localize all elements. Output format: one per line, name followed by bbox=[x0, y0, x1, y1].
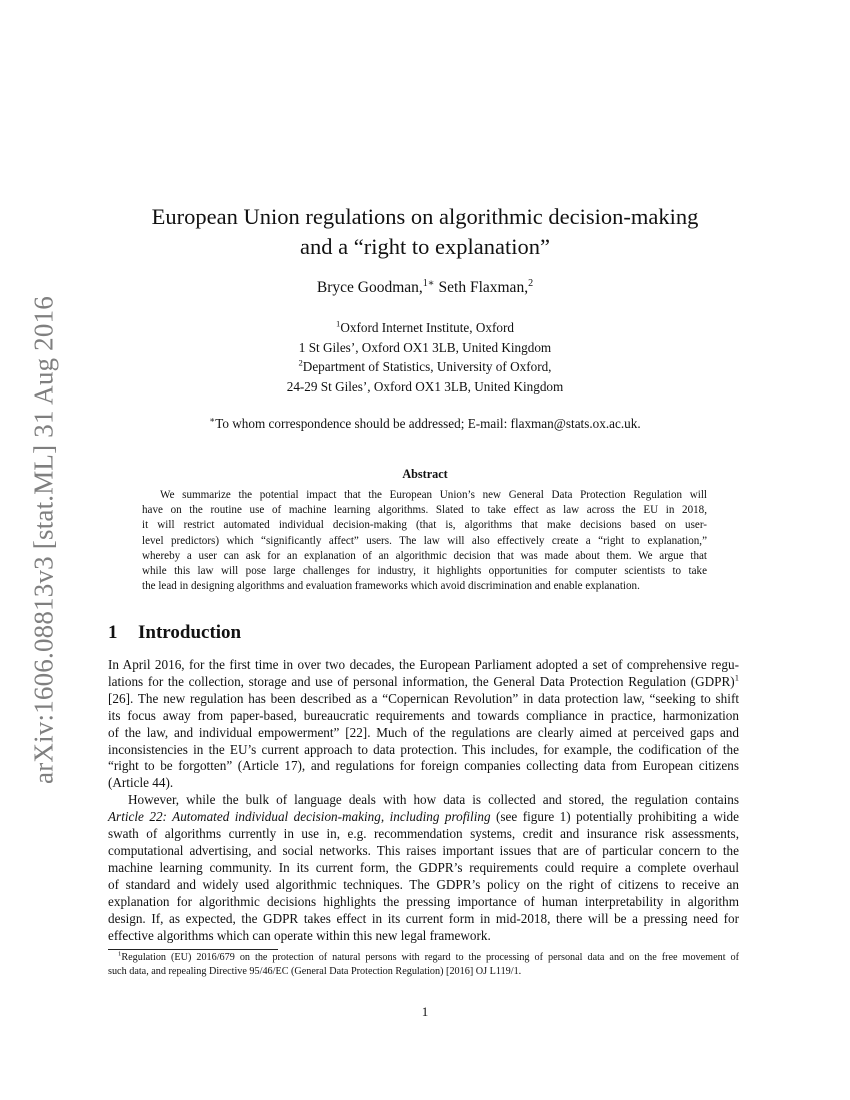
body-line: of standard and widely used algorithmic techniques. The GDPR’s policy on the right of citizens to receive an bbox=[108, 876, 739, 892]
affiliation-line: 1 St Giles’, Oxford OX1 3LB, United Kingdom bbox=[298, 339, 552, 355]
section-title: Introduction bbox=[138, 622, 242, 643]
abstract-heading: Abstract bbox=[402, 467, 448, 481]
affiliation-text: Oxford Internet Institute, Oxford bbox=[340, 320, 514, 335]
affiliation-line: 24-29 St Giles’, Oxford OX1 3LB, United Kingdom bbox=[286, 378, 564, 394]
body-line: effective algorithms which can operate within this new legal framework. bbox=[108, 927, 491, 943]
footnote bbox=[108, 951, 739, 979]
arxiv-side-stamp: arXiv:1606.08813v3 [stat.ML] 31 Aug 2016 bbox=[28, 296, 59, 784]
body-line: design. If, as expected, the GDPR takes effect in its current form in mid-2018, there will be a pressing need for bbox=[108, 910, 739, 926]
footnote-mark: 1 bbox=[118, 950, 122, 958]
paper-title bbox=[110, 202, 740, 262]
body-line: computational advertising, and social networks. This raises important issues that are of particular concern to the bbox=[108, 842, 739, 858]
author-affiliation-mark: 2 bbox=[528, 277, 534, 289]
page-number: 1 bbox=[421, 1004, 429, 1019]
body-line: its focus away from paper-based, bureaucratic requirements and towards compliance in practice, harmonization bbox=[108, 707, 739, 723]
body-line: [26]. The new regulation has been described as a “Copernican Revolution” in data protection law, “seeking to shift bbox=[108, 690, 739, 706]
author-name: Bryce Goodman, bbox=[316, 279, 423, 296]
body-line: inconsistencies in the EU’s current approach to data protection. This includes, for example, the codification of the bbox=[108, 741, 739, 757]
author-list bbox=[110, 277, 740, 299]
abstract-body bbox=[142, 488, 707, 594]
correspondence-mark: ∗ bbox=[209, 414, 216, 425]
body-line: swath of algorithms currently in use in, e.g. recommendation systems, credit and insurance risk assessments, bbox=[108, 826, 739, 842]
body-line bbox=[108, 674, 739, 691]
affiliation-mark: 2 bbox=[298, 357, 303, 368]
section-heading bbox=[108, 622, 241, 644]
abstract-line: have on the routine use of machine learning algorithms. Slated to take effect as law across the EU in 2018, bbox=[142, 504, 707, 517]
introduction-body bbox=[108, 657, 739, 944]
abstract-line: the lead in designing algorithms and evaluation frameworks which avoid discrimination and enable explanation. bbox=[142, 580, 640, 593]
affiliations bbox=[110, 318, 740, 396]
abstract-line: it will restrict automated individual decision-making (that is, algorithms that make decisions based on user- bbox=[142, 519, 707, 532]
footnote-line: such data, and repealing Directive 95/46/EC (General Data Protection Regulation) [2016] OJ L119/1. bbox=[108, 966, 522, 977]
affiliation-line bbox=[110, 318, 740, 338]
author-affiliation-mark: 1∗ bbox=[422, 277, 435, 289]
footnote-divider bbox=[108, 949, 278, 950]
body-line: However, while the bulk of language deals with how data is collected and stored, the regulation contains bbox=[128, 792, 739, 808]
abstract-line: We summarize the potential impact that the European Union’s new General Data Protection Regulation will bbox=[160, 489, 707, 501]
paper-title-line-2: and a “right to explanation” bbox=[300, 234, 550, 259]
body-line: machine learning community. In its current form, the GDPR’s requirements could require a complete overhaul bbox=[108, 859, 739, 875]
body-line: explanation for algorithmic decisions highlights the pressing importance of human interpretability in algorithm bbox=[108, 893, 739, 909]
footnote-ref[interactable]: 1 bbox=[734, 672, 739, 683]
abstract-line: level predictors) which “significantly affect” users. The law will also effectively create a “right to explanation,” bbox=[142, 534, 707, 547]
paper-title-line-1: European Union regulations on algorithmic decision-making bbox=[151, 204, 699, 229]
body-text: (see figure 1) potentially prohibiting a wide bbox=[490, 809, 739, 825]
footnote-text: Regulation (EU) 2016/679 on the protection of natural persons with regard to the processing of personal data and on the free movement of bbox=[121, 952, 739, 963]
article-reference: Article 22: Automated individual decision-making, including profiling bbox=[108, 809, 491, 825]
affiliation-mark: 1 bbox=[336, 318, 341, 329]
author-name: Seth Flaxman, bbox=[434, 279, 529, 296]
section-number: 1 bbox=[108, 622, 118, 643]
correspondence-note bbox=[110, 414, 740, 433]
affiliation-text: Department of Statistics, University of Oxford, bbox=[302, 359, 552, 374]
abstract-line: whereby a user can ask for an explanation of an algorithmic decision that was made about them. We argue that bbox=[142, 549, 707, 562]
body-line: (Article 44). bbox=[108, 775, 174, 791]
body-text: lations for the collection, storage and use of personal information, the General Data Protection Regulation (GDPR) bbox=[108, 673, 735, 689]
body-line: In April 2016, for the first time in over two decades, the European Parliament adopted a set of comprehensive regu- bbox=[108, 657, 739, 672]
abstract-line: while this law will pose large challenges for industry, it highlights opportunities for computer scientists to take bbox=[142, 565, 707, 578]
footnote-line bbox=[108, 951, 739, 965]
body-line: “right to be forgotten” (Article 17), and regulations for foreign companies collecting data from European citizens bbox=[108, 758, 739, 774]
body-line: of the law, and individual empowerment” [22]. Much of the regulations are clearly aimed at perceived gaps and bbox=[108, 724, 739, 740]
correspondence-text: To whom correspondence should be addressed; E-mail: flaxman@stats.ox.ac.uk. bbox=[215, 416, 641, 431]
affiliation-line bbox=[110, 357, 740, 377]
body-line bbox=[108, 809, 739, 826]
